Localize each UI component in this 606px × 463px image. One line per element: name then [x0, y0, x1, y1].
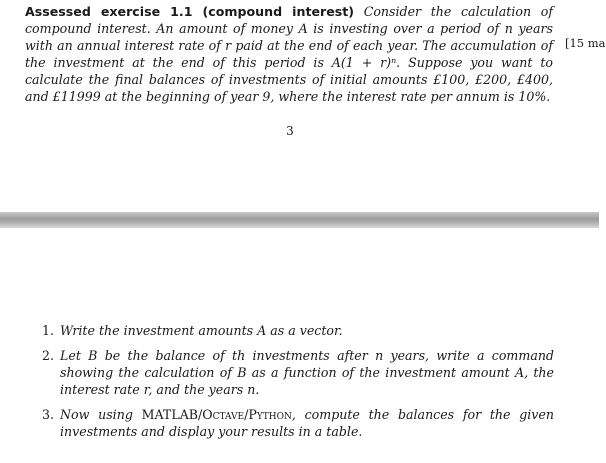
page-top: [0, 0, 606, 212]
task-text: Write the investment amounts A as a vector.: [60, 323, 343, 338]
task-text-after: , compute the balances for the given investments and display your results in a table.: [60, 407, 554, 439]
task-text: Let B be the balance of th investments after n years, write a command showing the calculation of B as a function of the investment amount A, the interest rate r, and the years n.: [60, 348, 554, 397]
page-number: 3: [286, 124, 294, 138]
task-number: 3.: [42, 407, 55, 422]
task-item-3: [42, 406, 554, 440]
task-list: [42, 322, 554, 448]
task-number: 1.: [42, 323, 55, 338]
task-item-2: [42, 347, 554, 398]
exercise-body: Consider the calculation of compound interest. An amount of money A is investing over a period of n years with an annual interest rate of r paid at the end of each year. The accumulation of the investment at the end of this period is A(1 + r)ⁿ. Suppose you want to calculate the final balances of investments of initial amounts £100, £200, £400, and £11999 at the beginning of year 9, where the interest rate per annum is 10%.: [25, 4, 553, 104]
task-number: 2.: [42, 348, 55, 363]
exercise-heading: Assessed exercise 1.1 (compound interest): [25, 4, 355, 19]
software-name: MATLAB/Octave/Python: [141, 407, 292, 422]
marks-label: [15 ma: [565, 36, 606, 50]
task-item-1: [42, 322, 554, 339]
task-text-before: Now using: [60, 407, 133, 422]
exercise-paragraph: [25, 3, 553, 105]
page-separator: [0, 212, 599, 228]
